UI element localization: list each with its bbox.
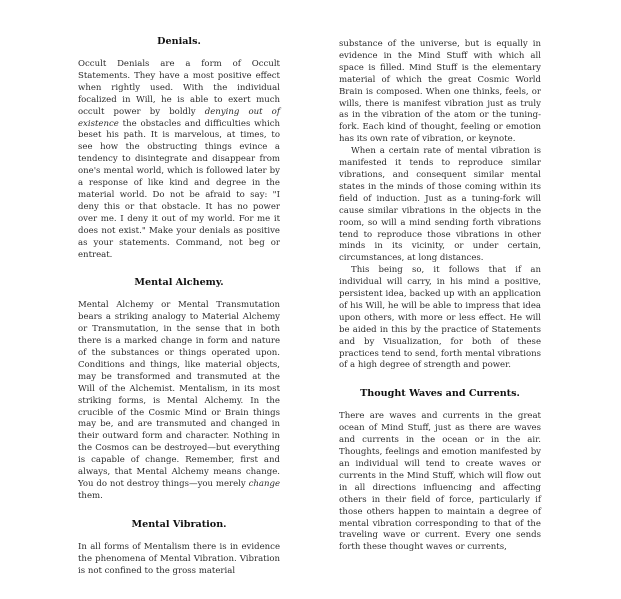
paragraph-vibration-3: This being so, it follows that if an individual will carry, in his mind a positive, persistent idea, backed up with an application of his Will, he will be able to impress that idea upon others, with more or less effect. He will be aided in this by the practice of Statements and by Visualization, for both of these practices tend to send, forth mental vibrations of a high degree of strength and power. <box>339 265 542 371</box>
alchemy-emphasis: change <box>248 479 280 489</box>
paragraph-mental-vibration: In all forms of Mentalism there is in evidence the phenomena of Mental Vibration. Vibration is not confined to the gross material <box>78 541 280 576</box>
paragraph-denials <box>78 59 280 261</box>
denials-emphasis: denying out of existence <box>78 106 280 129</box>
paragraph-mental-alchemy <box>78 300 280 502</box>
paragraph-vibration-2: When a certain rate of mental vibration is manifested it tends to reproduce similar vibrations, and consequent similar mental states in the minds of those coming within its field of induction. Just as a tuning-fork will cause similar vibrations in the objects in the room, so will a mind sending forth vibrations tend to reproduce those vibrations in other minds in its vicinity, or under certain, circumstances, at long distances. <box>339 146 541 264</box>
paragraph-thought-waves: There are waves and currents in the great ocean of Mind Stuff, just as there are waves and currents in the ocean or in the air. Thoughts, feelings and emotion manifested by an individual will tend to create waves or currents in the Mind Stuff, which will flow out in all directions influencing and affecting others in their field of force, particularly if those others happen to maintain a degree of mental vibration corresponding to that of the traveling wave or current. Every one sends forth these thought waves or currents, <box>339 411 541 553</box>
heading-thought-waves: Thought Waves and Currents. <box>360 388 520 400</box>
alchemy-text-part-2: them. <box>78 490 103 501</box>
denials-text-part-2: the obstacles and difficulties which beset his path. It is marvelous, at times, to see how the obstructing things evince a tendency to disintegrate and disappear from one's mental world, which is followed later by a response of like kind and degree in the material world. Do not be afraid to say: "I deny this or that obstacle. It has no power over me. I deny it out of my world. For me it does not exist." Make your denials as positive as your statements. Command, not beg or entreat. <box>78 118 280 260</box>
heading-mental-alchemy: Mental Alchemy. <box>134 277 224 289</box>
left-column <box>78 36 280 578</box>
heading-denials: Denials. <box>157 36 201 47</box>
heading-mental-vibration: Mental Vibration. <box>131 518 227 530</box>
alchemy-text-part-1: Mental Alchemy or Mental Transmutation bears a striking analogy to Material Alchemy or Transmutation, in the sense that in both there is a marked change in form and nature of the substances or things operated upon. Conditions and things, like material objects, may be transformed and transmuted at the Will of the Alchemist. Mentalism, in its most striking forms, is Mental Alchemy. In the crucible of the Cosmic Mind or Brain things may be, and are transmuted and changed in their outward form and character. Nothing in the Cosmos can be destroyed—but everything is capable of change. Remember, first and always, that Mental Alchemy means change. You do not destroy things—you merely <box>78 300 280 489</box>
right-column <box>339 39 541 554</box>
denials-text-part-1: Occult Denials are a form of Occult Statements. They have a most positive effect when rightly used. With the individual focalized in Will, he is able to exert much occult power by boldly <box>78 59 280 117</box>
paragraph-vibration-continued: substance of the universe, but is equally in evidence in the Mind Stuff with which all space is filled. Mind Stuff is the elementary material of which the great Cosmic World Brain is composed. When one thinks, feels, or wills, there is manifest vibration just as truly as in the vibration of the atom or the tuning-fork. Each kind of thought, feeling or emotion has its own rate of vibration, or keynote. <box>339 39 541 145</box>
